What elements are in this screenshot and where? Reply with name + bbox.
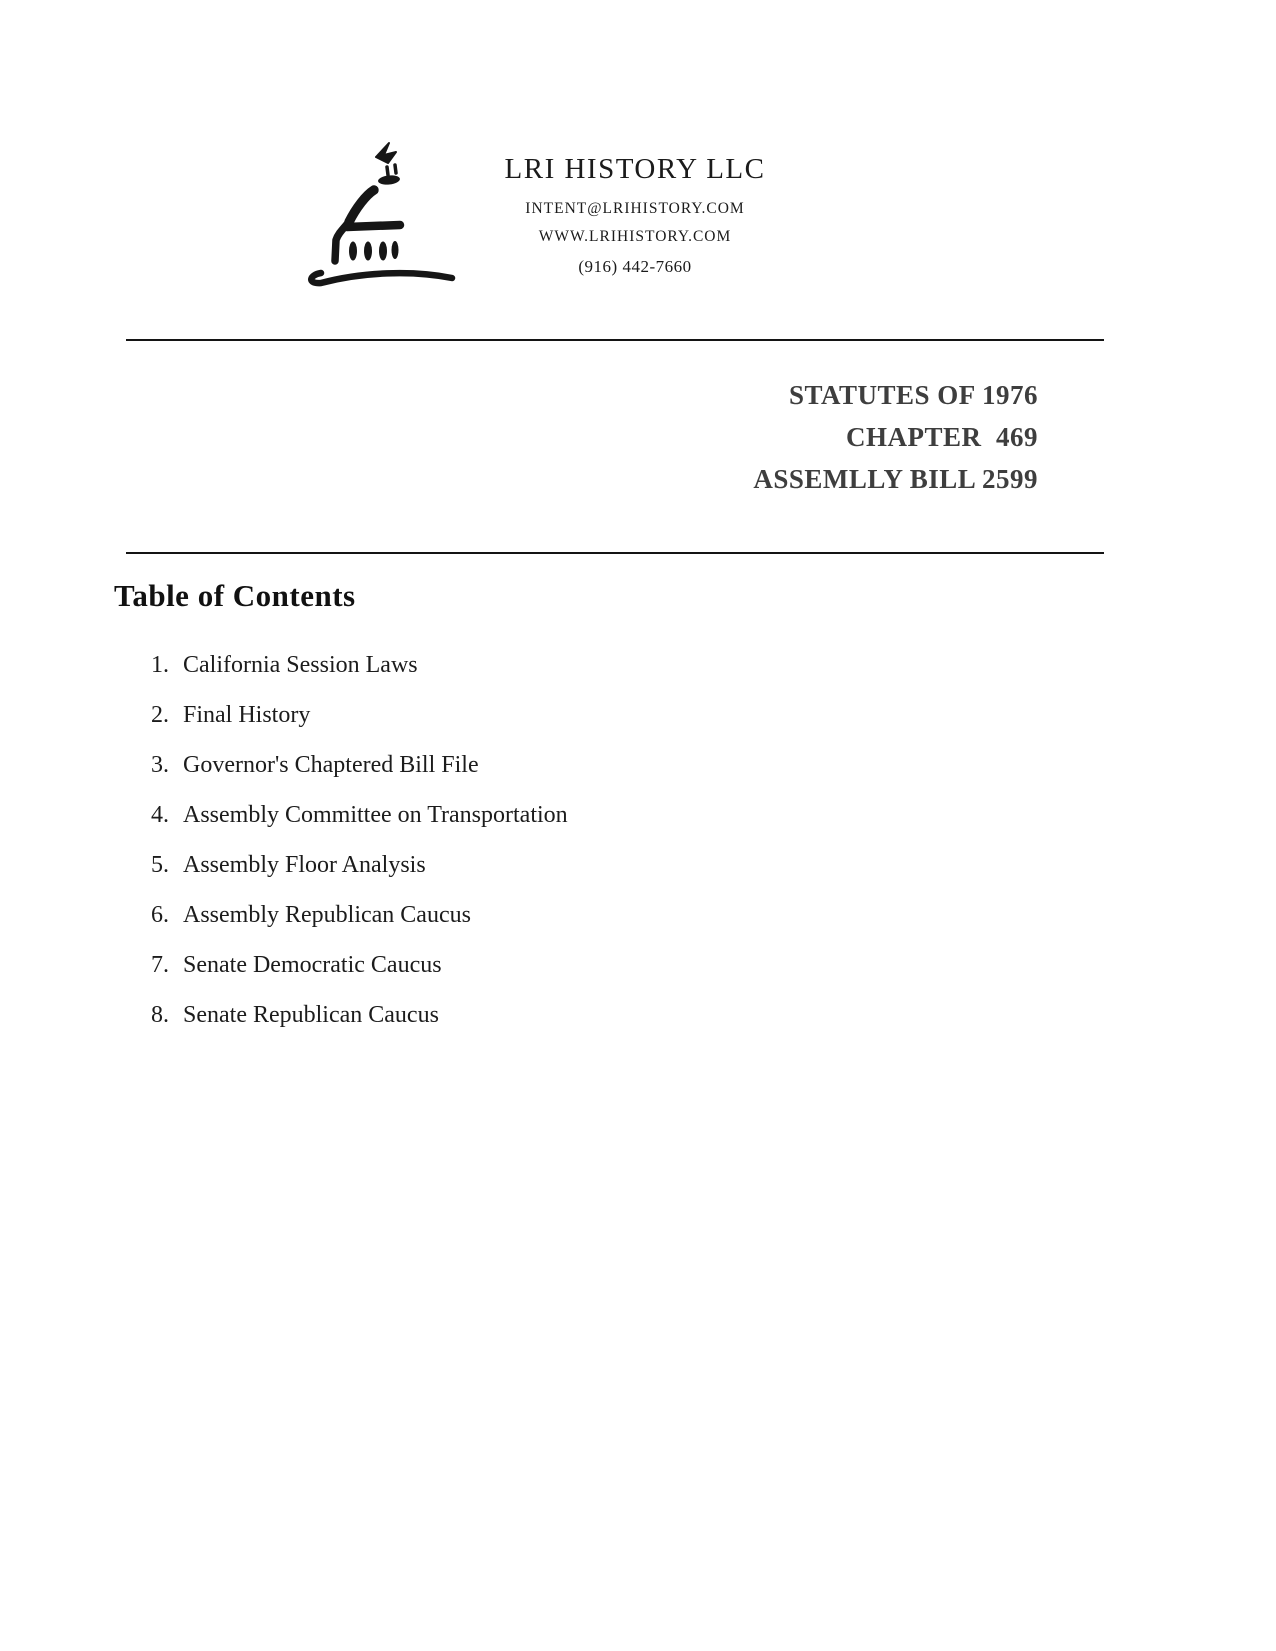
website-url: WWW.LRIHISTORY.COM: [538, 228, 732, 245]
statute-line: CHAPTER 469: [845, 422, 1038, 452]
toc-item-number: 5.: [151, 852, 169, 878]
statute-reference: [753, 374, 1038, 500]
company-name: LRI HISTORY LLC: [504, 153, 766, 185]
toc-item: [143, 900, 568, 950]
statute-line: ASSEMLLY BILL 2599: [753, 464, 1038, 494]
toc-item-label: Senate Democratic Caucus: [183, 952, 442, 978]
toc-item-label: Assembly Committee on Transportation: [183, 802, 568, 828]
toc-item: [143, 800, 568, 850]
toc-item-number: 6.: [151, 902, 169, 928]
phone-number: (916) 442-7660: [578, 257, 692, 276]
email-address: INTENT@LRIHISTORY.COM: [525, 200, 745, 217]
toc-item: [143, 1000, 568, 1050]
divider-bottom: [126, 552, 1104, 554]
toc-item-label: Assembly Floor Analysis: [183, 852, 426, 878]
divider-top: [126, 339, 1104, 341]
toc-item-number: 4.: [151, 802, 169, 828]
capitol-dome-logo-icon: [292, 126, 474, 292]
toc-list: [143, 650, 568, 1050]
toc-item-number: 8.: [151, 1002, 169, 1028]
toc-item-label: California Session Laws: [183, 652, 418, 678]
toc-item-label: Final History: [183, 702, 311, 728]
toc-item-number: 2.: [151, 702, 169, 728]
toc-item-label: Assembly Republican Caucus: [183, 902, 471, 928]
statute-line: STATUTES OF 1976: [788, 380, 1038, 410]
letterhead: [455, 152, 815, 278]
toc-item: [143, 850, 568, 900]
toc-item: [143, 950, 568, 1000]
toc-item: [143, 750, 568, 800]
toc-item-number: 7.: [151, 952, 169, 978]
toc-item: [143, 700, 568, 750]
toc-item-number: 1.: [151, 652, 169, 678]
toc-item-number: 3.: [151, 752, 169, 778]
toc-item-label: Governor's Chaptered Bill File: [183, 752, 479, 778]
toc-heading: Table of Contents: [114, 578, 356, 613]
toc-item: [143, 650, 568, 700]
toc-item-label: Senate Republican Caucus: [183, 1002, 439, 1028]
